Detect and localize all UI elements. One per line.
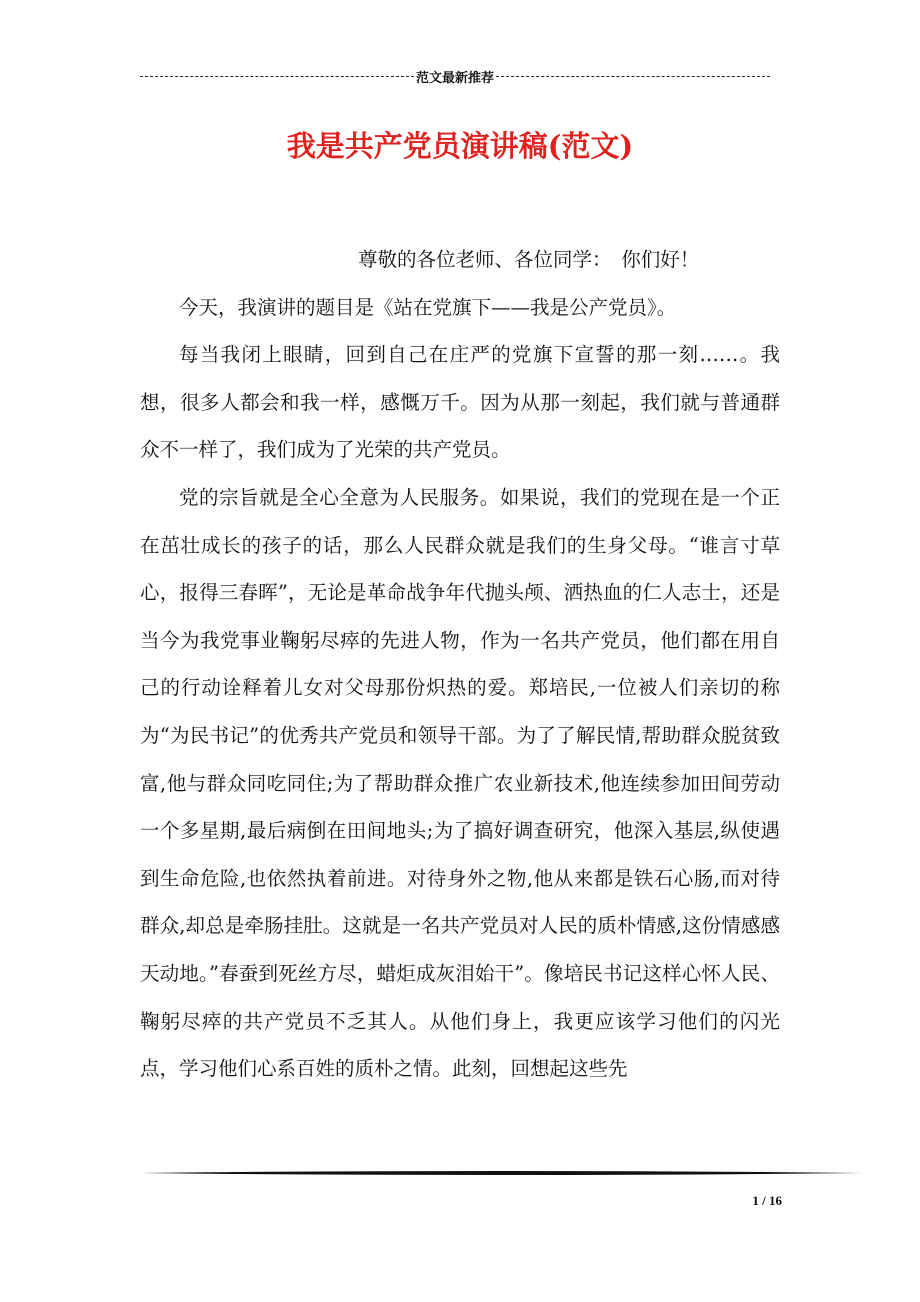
greeting: 尊敬的各位老师、各位同学： 你们好！ [358,248,700,271]
document-body [140,236,780,1093]
header-line [140,66,770,86]
page-number: 1 / 16 [752,1193,782,1208]
footer-rule [140,1170,862,1176]
document-title: 我是共产党员演讲稿(范文) [286,129,634,163]
header-dash-right [496,76,770,77]
paragraph: 每当我闭上眼睛，回到自己在庄严的党旗下宣誓的那一刻……。我想，很多人都会和我一样，感慨万千。因为从那一刻起，我们就与普通群众不一样了，我们成为了光荣的共产党员。 [140,343,780,462]
paragraph: 今天，我演讲的题目是《站在党旗下——我是公产党员》。 [179,295,677,319]
header-dash-left [140,76,414,77]
paragraph: 党的宗旨就是全心全意为人民服务。如果说，我们的党现在是一个正在茁壮成长的孩子的话，那么人民群众就是我们的生身父母。“谁言寸草心，报得三春晖”，无论是革命战争年代抛头颅、洒热血的仁人志士，还是当今为我党事业鞠躬尽瘁的先进人物，作为一名共产党员，他们都在用自己的行动诠释着儿女对父母那份炽热的爱。郑培民,一位被人们亲切的称为“为民书记”的优秀共产党员和领导干部。为了了解民情,帮助群众脱贫致富,他与群众同吃同住;为了帮助群众推广农业新技术,他连续参加田间劳动一个多星期,最后病倒在田间地头;为了搞好调查研究，他深入基层,纵使遇到生命危险,也依然执着前进。对待身外之物,他从来都是铁石心肠,而对待群众,却总是牵肠挂肚。这就是一名共产党员对人民的质朴情感,这份情感感天动地。”春蚕到死丝方尽，蜡炬成灰泪始干”。像培民书记这样心怀人民、鞠躬尽瘁的共产党员不乏其人。从他们身上，我更应该学习他们的闪光点，学习他们心系百姓的质朴之情。此刻，回想起这些先 [140,485,780,1081]
header-label: 范文最新推荐 [416,70,495,86]
